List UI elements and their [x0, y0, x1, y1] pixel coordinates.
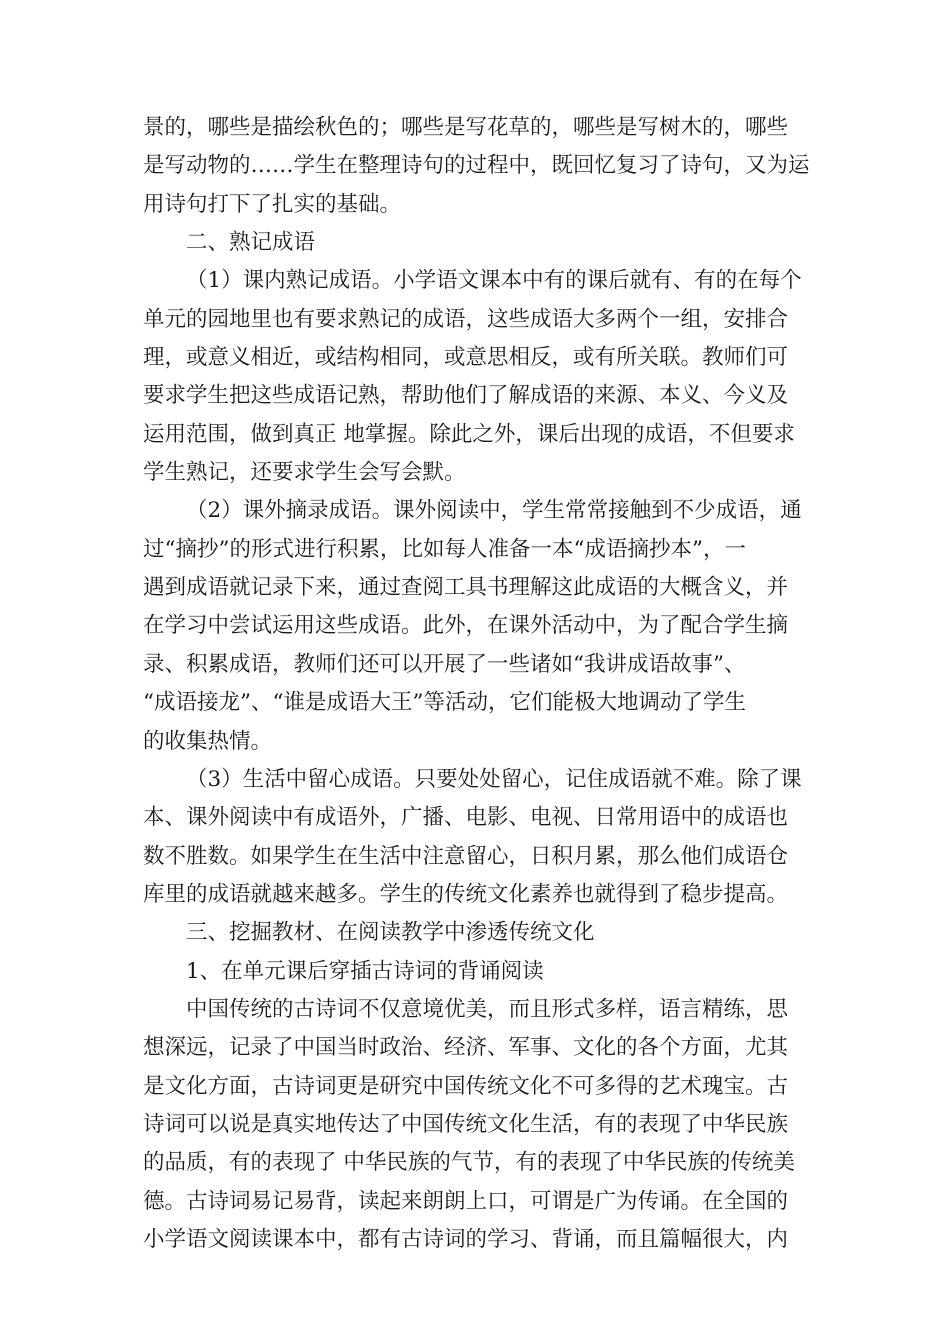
paragraph-line: 想深远，记录了中国当时政治、经济、军事、文化的各个方面，尤其 [143, 1035, 789, 1061]
paragraph-line: 遇到成语就记录下来，通过查阅工具书理解这此成语的大概含义，并 [143, 575, 789, 601]
paragraph-line: 数不胜数。如果学生在生活中注意留心，日积月累，那么他们成语仓 [143, 843, 789, 869]
paragraph-line: 中国传统的古诗词不仅意境优美，而且形式多样，语言精练，思 [186, 996, 789, 1022]
paragraph-line: （1）课内熟记成语。小学语文课本中有的课后就有、有的在每个 [186, 268, 802, 294]
paragraph-line: 库里的成语就越来越多。学生的传统文化素养也就得到了稳步提高。 [143, 881, 789, 907]
paragraph-line: 本、课外阅读中有成语外，广播、电影、电视、日常用语中的成语也 [143, 805, 789, 831]
paragraph-line: 诗词可以说是真实地传达了中国传统文化生活，有的表现了中华民族 [143, 1111, 789, 1137]
paragraph-line: 小学语文阅读课本中，都有古诗词的学习、背诵，而且篇幅很大，内 [143, 1226, 789, 1252]
section-heading: 三、挖掘教材、在阅读教学中渗透传统文化 [186, 920, 595, 946]
paragraph-line: 的品质，有的表现了 中华民族的气节，有的表现了中华民族的传统美 [143, 1150, 795, 1176]
subsection-heading: 1、在单元课后穿插古诗词的背诵阅读 [186, 958, 544, 984]
paragraph-line: 运用范围，做到真正 地掌握。除此之外，课后出现的成语，不但要求 [143, 421, 795, 447]
paragraph-line: 用诗句打下了扎实的基础。 [143, 191, 402, 217]
paragraph-line: 在学习中尝试运用这些成语。此外，在课外活动中，为了配合学生摘 [143, 613, 789, 639]
paragraph-line: “成语接龙”、“谁是成语大王”等活动，它们能极大地调动了学生 [143, 690, 746, 716]
paragraph-line: 单元的园地里也有要求熟记的成语，这些成语大多两个一组，安排合 [143, 306, 789, 332]
paragraph-line: 录、积累成语，教师们还可以开展了一些诸如“我讲成语故事”、 [143, 651, 746, 677]
paragraph-line: 是写动物的……学生在整理诗句的过程中，既回忆复习了诗句，又为运 [143, 153, 810, 179]
paragraph-line: 景的，哪些是描绘秋色的；哪些是写花草的，哪些是写树木的，哪些 [143, 115, 789, 140]
paragraph-line: （3）生活中留心成语。只要处处留心，记住成语就不难。除了课 [186, 766, 802, 792]
body-text [143, 109, 808, 1259]
paragraph-line: 学生熟记，还要求学生会写会默。 [143, 460, 466, 486]
paragraph-line: 是文化方面，古诗词更是研究中国传统文化不可多得的艺术瑰宝。古 [143, 1073, 789, 1099]
paragraph-line: 过“摘抄”的形式进行积累，比如每人准备一本“成语摘抄本”，一 [143, 536, 746, 562]
paragraph-line: 理，或意义相近，或结构相同，或意思相反，或有所关联。教师们可 [143, 345, 789, 371]
paragraph-line: 的收集热情。 [143, 728, 273, 754]
paragraph-line: 要求学生把这些成语记熟，帮助他们了解成语的来源、本义、今义及 [143, 383, 789, 409]
paragraph-line: （2）课外摘录成语。课外阅读中，学生常常接触到不少成语，通 [186, 498, 802, 524]
section-heading: 二、熟记成语 [186, 230, 316, 256]
paragraph-line: 德。古诗词易记易背，读起来朗朗上口，可谓是广为传诵。在全国的 [143, 1188, 789, 1214]
